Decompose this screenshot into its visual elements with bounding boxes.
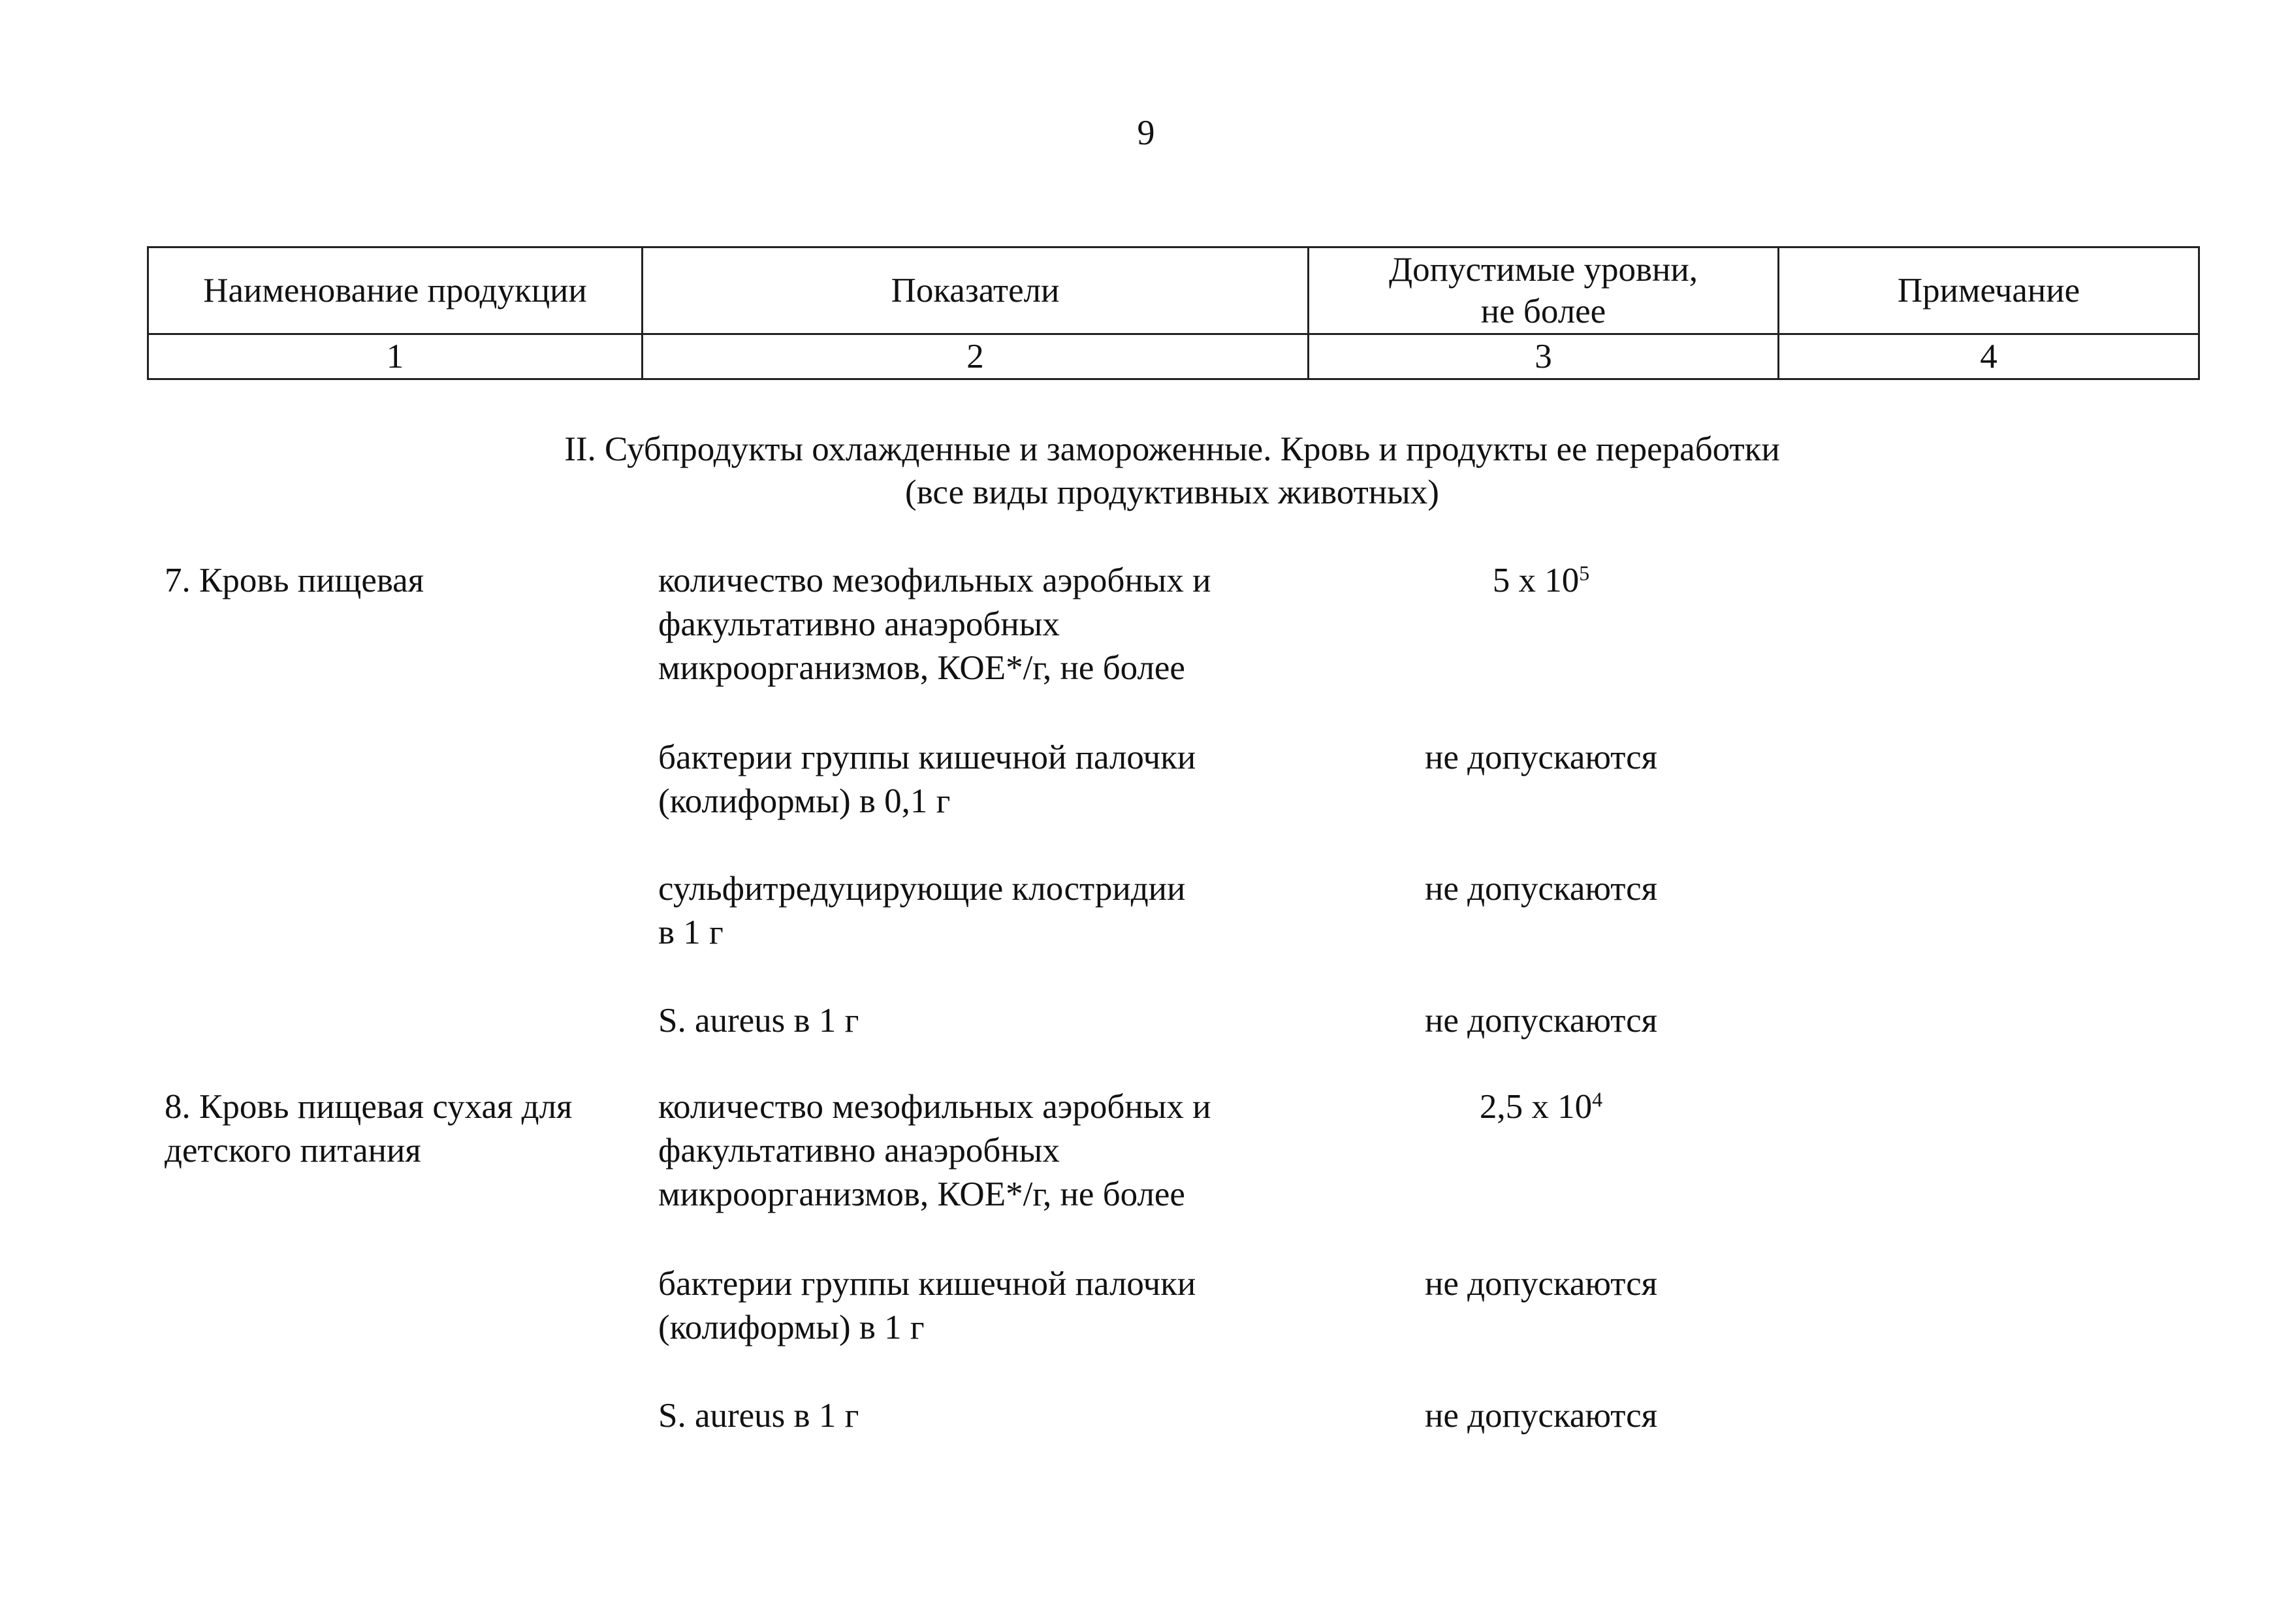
page-number: 9	[1137, 113, 1155, 152]
level-8-2: не допускаются	[1424, 1265, 1658, 1303]
product-name-8	[165, 1085, 641, 1173]
level-7-1	[1313, 559, 1770, 603]
indicator-7-4	[658, 999, 1337, 1043]
product-name-8-line1: 8. Кровь пищевая сухая для	[165, 1088, 573, 1126]
indicator-7-2	[658, 736, 1337, 823]
column-number-1: 1	[148, 334, 643, 379]
indicator-7-1-line3: микроорганизмов, КОЕ*/г, не более	[658, 649, 1185, 687]
level-8-1-exponent: 4	[1592, 1088, 1603, 1111]
table-header-row	[148, 247, 2199, 334]
product-name-8-line2: детского питания	[165, 1132, 421, 1170]
section-title-line1: II. Субпродукты охлажденные и замороженные. Кровь и продукты ее переработки	[564, 430, 1780, 468]
level-7-1-exponent: 5	[1579, 562, 1590, 585]
column-number-4: 4	[1779, 334, 2199, 379]
indicator-7-1-line1: количество мезофильных аэробных и	[658, 562, 1211, 599]
indicator-7-3-line1: сульфитредуцирующие клостридии	[658, 870, 1186, 908]
level-8-3: не допускаются	[1424, 1397, 1658, 1435]
level-7-3: не допускаются	[1424, 870, 1658, 908]
level-7-2: не допускаются	[1424, 739, 1658, 776]
level-8-1-base: 2,5 х 10	[1479, 1088, 1593, 1126]
column-header-note: Примечание	[1779, 247, 2199, 334]
product-name-7: 7. Кровь пищевая	[165, 562, 424, 599]
indicator-8-2	[658, 1262, 1337, 1350]
level-7-1-base: 5 х 10	[1492, 562, 1580, 599]
indicator-8-2-line1: бактерии группы кишечной палочки	[658, 1265, 1196, 1303]
indicator-7-2-line1: бактерии группы кишечной палочки	[658, 739, 1196, 776]
indicator-8-1-line1: количество мезофильных аэробных и	[658, 1088, 1211, 1126]
column-number-3: 3	[1309, 334, 1779, 379]
indicator-8-1-line2: факультативно анаэробных	[658, 1132, 1060, 1170]
indicator-7-4-line1: S. aureus в 1 г	[658, 1002, 859, 1040]
column-header-product: Наименование продукции	[148, 247, 643, 334]
indicator-8-1	[658, 1085, 1337, 1217]
column-header-levels-line1: Допустимые уровни,	[1389, 251, 1698, 289]
indicator-7-3-line2: в 1 г	[658, 914, 724, 951]
column-header-levels	[1309, 247, 1779, 334]
column-header-levels-line2: не более	[1480, 293, 1606, 330]
indicator-7-3	[658, 867, 1337, 955]
column-number-2: 2	[643, 334, 1309, 379]
indicator-7-1	[658, 559, 1337, 690]
level-8-1	[1313, 1085, 1770, 1129]
indicator-8-2-line2: (колиформы) в 1 г	[658, 1309, 925, 1346]
standards-table-header	[147, 246, 2200, 380]
indicator-8-1-line3: микроорганизмов, КОЕ*/г, не более	[658, 1175, 1185, 1213]
indicator-7-1-line2: факультативно анаэробных	[658, 605, 1060, 643]
indicator-8-3	[658, 1394, 1337, 1438]
indicator-7-2-line2: (колиформы) в 0,1 г	[658, 782, 951, 820]
section-title-line2: (все виды продуктивных животных)	[905, 473, 1439, 511]
table-number-row	[148, 334, 2199, 379]
column-header-indicators: Показатели	[643, 247, 1309, 334]
section-title	[0, 428, 2292, 514]
level-7-4: не допускаются	[1424, 1002, 1658, 1040]
indicator-8-3-line1: S. aureus в 1 г	[658, 1397, 859, 1435]
